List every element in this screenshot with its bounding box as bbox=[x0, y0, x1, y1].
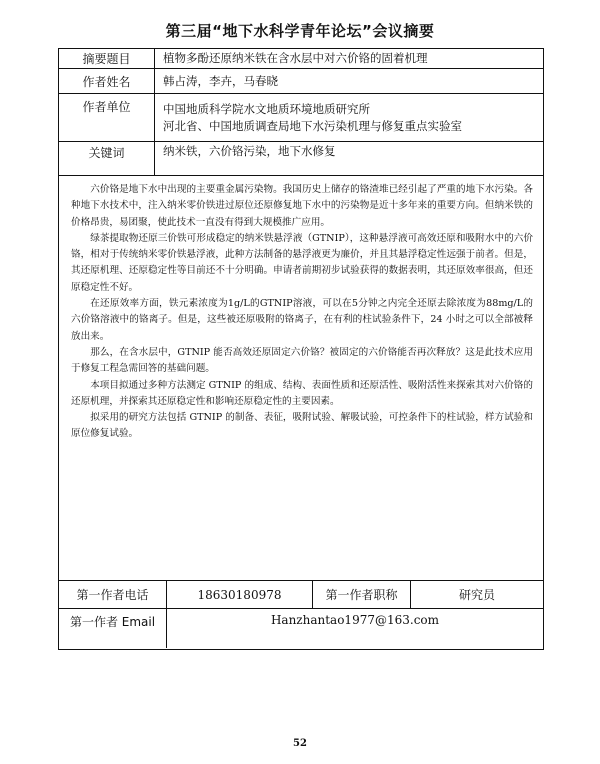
position-value: 研究员 bbox=[458, 588, 495, 602]
affiliation-label: 作者单位 bbox=[59, 94, 155, 141]
abstract-title-value: 植物多酚还原纳米铁在含水层中对六价铬的固着机理 bbox=[163, 51, 428, 65]
abstract-paragraph: 本项目拟通过多种方法测定 GTNIP 的组成、结构、表面性质和还原活性、吸附活性来探索其对六价铬的还原机理，并探索其还原稳定性和影响还原稳定性的主要因素。 bbox=[71, 379, 533, 407]
abstract-paragraph: 在还原效率方面，铁元素浓度为1g/L的GTNIP溶液，可以在5分钟之内完全还原去除浓度为88mg/L的六价铬溶液中的铬离子。但是，这些被还原吸附的铬离子，在有利的柱试验条件下，24 小时之可以全部被释放出来。 bbox=[71, 298, 533, 342]
authors-value: 韩占涛，李卉，马春晓 bbox=[163, 73, 278, 88]
authors-label: 作者姓名 bbox=[59, 69, 155, 93]
row-affiliation bbox=[59, 94, 543, 142]
row-authors bbox=[59, 69, 543, 94]
abstract-paragraph: 绿茶提取物还原三价铁可形成稳定的纳米铁悬浮液（GTNIP），这种悬浮液可高效还原和吸附水中的六价铬，相对于传统纳米零价铁悬浮液，此种方法制备的悬浮液更为廉价，并且其悬浮稳定性远强于前者。但是，其还原机理、还原稳定性等目前还不十分明确。申请者前期初步试验获得的数据表明，其还原效率很高，但还原稳定性不好。 bbox=[71, 232, 533, 293]
abstract-title-label: 摘要题目 bbox=[59, 49, 155, 68]
abstract-form bbox=[58, 48, 544, 650]
abstract-paragraph: 拟采用的研究方法包括 GTNIP 的制备、表征，吸附试验、解吸试验，可控条件下的柱试验，样方试验和原位修复试验。 bbox=[71, 412, 533, 440]
affiliation-line: 中国地质科学院水文地质环境地质研究所 bbox=[163, 101, 370, 116]
position-label: 第一作者职称 bbox=[313, 581, 411, 608]
page-number: 52 bbox=[293, 738, 307, 749]
keywords-label: 关键词 bbox=[59, 142, 155, 175]
abstract-paragraph: 那么，在含水层中，GTNIP 能否高效还原固定六价铬？被固定的六价铬能否再次释放？这是此技术应用于修复工程急需回答的基础问题。 bbox=[71, 346, 533, 375]
abstract-paragraph: 六价铬是地下水中出现的主要重金属污染物。我国历史上储存的铬渣堆已经引起了严重的地下水污染。各种地下水技术中，注入纳米零价铁进过原位还原修复地下水中的污染物是近十多年来的重要方向。但纳米铁的价格昂贵，易团聚，使此技术一直没有得到大规模推广应用。 bbox=[71, 184, 533, 228]
email-label: 第一作者 Email bbox=[59, 609, 167, 648]
keywords-value: 纳米铁，六价铬污染，地下水修复 bbox=[163, 144, 336, 158]
phone-label: 第一作者电话 bbox=[59, 581, 167, 608]
abstract-body bbox=[59, 176, 543, 581]
page-title: 第三届“地下水科学青年论坛”会议摘要 bbox=[165, 22, 435, 40]
phone-value: 18630180978 bbox=[167, 581, 313, 608]
row-phone-position bbox=[59, 581, 543, 609]
row-keywords bbox=[59, 142, 543, 176]
email-value: Hanzhantao1977@163.com bbox=[270, 613, 440, 627]
row-email bbox=[59, 609, 543, 648]
row-abstract-title bbox=[59, 49, 543, 69]
affiliation-line: 河北省、中国地质调查局地下水污染机理与修复重点实验室 bbox=[163, 118, 462, 133]
